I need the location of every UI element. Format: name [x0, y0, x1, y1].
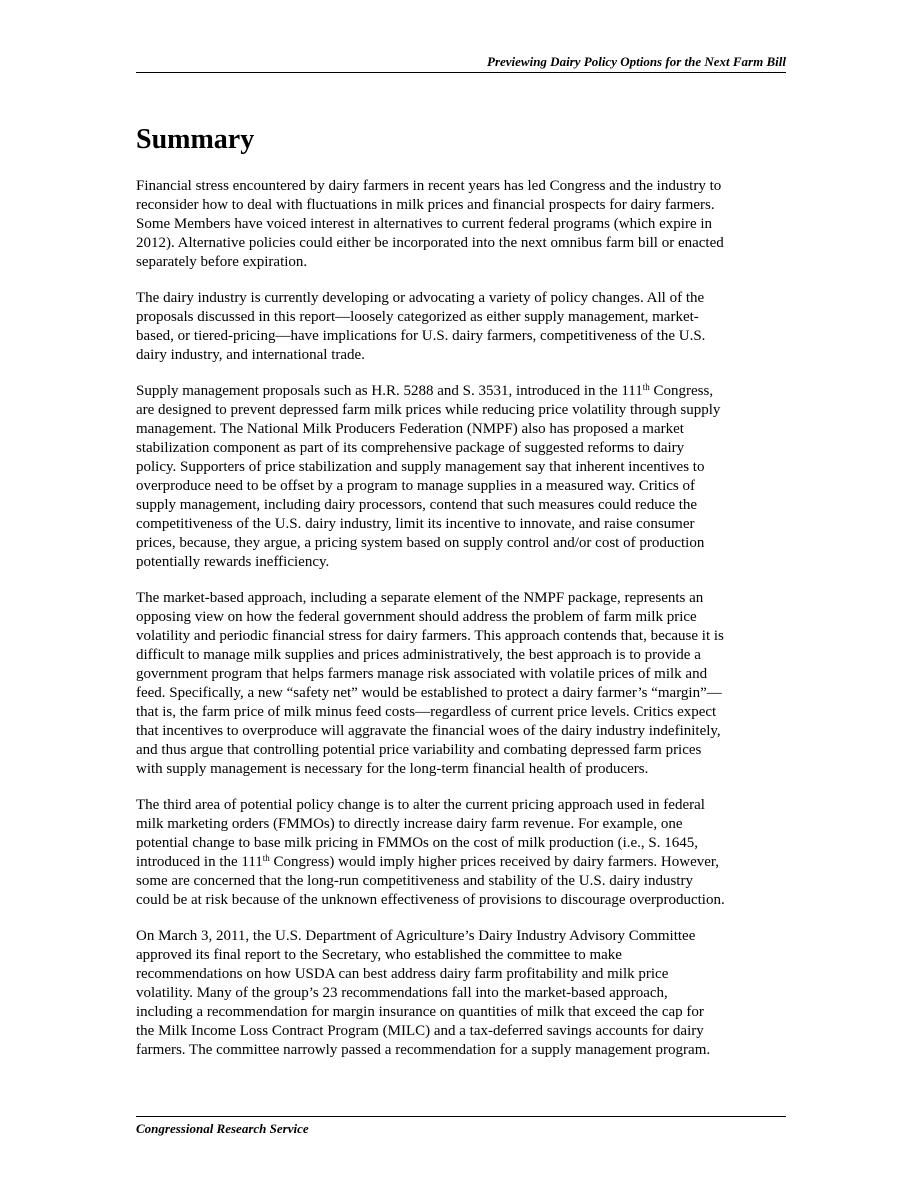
text-line: government program that helps farmers manage risk associated with volatile prices of milk and — [136, 666, 708, 682]
footer-rule — [136, 1116, 786, 1117]
text-line: some are concerned that the long-run competitiveness and stability of the U.S. dairy industry — [136, 873, 693, 889]
text-line: Financial stress encountered by dairy farmers in recent years has led Congress and the industry to — [136, 178, 722, 194]
text-line: and thus argue that controlling potential price variability and combating depressed farm prices — [136, 742, 702, 758]
text-line: overproduce need to be offset by a program to manage supplies in a measured way. Critics of — [136, 478, 695, 494]
summary-body — [136, 177, 796, 1077]
text-run: Supply management proposals such as H.R. 5288 and S. 3531, introduced in the 111 — [136, 383, 643, 399]
text-line-with-superscript — [136, 382, 796, 401]
text-line: reconsider how to deal with fluctuations in milk prices and financial prospects for dairy farmers. — [136, 197, 715, 213]
paragraph-3 — [136, 382, 796, 572]
paragraph-4 — [136, 589, 796, 779]
text-line: stabilization component as part of its comprehensive package of suggested reforms to dairy — [136, 440, 685, 456]
text-line: proposals discussed in this report—loosely categorized as either supply management, market- — [136, 309, 699, 325]
text-line: the Milk Income Loss Contract Program (MILC) and a tax-deferred savings accounts for dairy — [136, 1023, 704, 1039]
paragraph-6 — [136, 927, 796, 1060]
text-line: competitiveness of the U.S. dairy industry, limit its incentive to innovate, and raise consumer — [136, 516, 695, 532]
text-line: The third area of potential policy change is to alter the current pricing approach used in federal — [136, 797, 705, 813]
text-line: recommendations on how USDA can best address dairy farm profitability and milk price — [136, 966, 669, 982]
ordinal-superscript: th — [262, 853, 270, 863]
running-footer: Congressional Research Service — [136, 1121, 309, 1136]
text-line: farmers. The committee narrowly passed a recommendation for a supply management program. — [136, 1042, 711, 1058]
text-line: difficult to manage milk supplies and prices administratively, the best approach is to provide a — [136, 647, 701, 663]
text-line-with-superscript — [136, 853, 796, 872]
text-line: 2012). Alternative policies could either be incorporated into the next omnibus farm bill or enacted — [136, 235, 724, 251]
text-line: including a recommendation for margin insurance on quantities of milk that exceed the cap for — [136, 1004, 704, 1020]
paragraph-2 — [136, 289, 796, 365]
paragraph-5 — [136, 796, 796, 910]
text-line: opposing view on how the federal government should address the problem of farm milk price — [136, 609, 697, 625]
text-line: could be at risk because of the unknown effectiveness of provisions to discourage overproduction. — [136, 892, 725, 908]
running-header: Previewing Dairy Policy Options for the Next Farm Bill — [487, 54, 786, 69]
text-line: management. The National Milk Producers Federation (NMPF) also has proposed a market — [136, 421, 684, 437]
text-line: approved its final report to the Secretary, who established the committee to make — [136, 947, 622, 963]
text-line: The dairy industry is currently developing or advocating a variety of policy changes. All of the — [136, 290, 705, 306]
paragraph-1 — [136, 177, 796, 272]
text-line: Some Members have voiced interest in alternatives to current federal programs (which expire in — [136, 216, 713, 232]
text-line: volatility. Many of the group’s 23 recommendations fall into the market-based approach, — [136, 985, 668, 1001]
text-line: volatility and periodic financial stress for dairy farmers. This approach contends that, because it is — [136, 628, 724, 644]
text-line: prices, because, they argue, a pricing system based on supply control and/or cost of production — [136, 535, 705, 551]
text-run: Congress, — [649, 383, 714, 399]
text-line: The market-based approach, including a separate element of the NMPF package, represents an — [136, 590, 704, 606]
text-run: introduced in the 111 — [136, 854, 263, 870]
text-line: with supply management is necessary for the long-term financial health of producers. — [136, 761, 649, 777]
text-line: are designed to prevent depressed farm milk prices while reducing price volatility through supply — [136, 402, 721, 418]
text-line: feed. Specifically, a new “safety net” would be established to protect a dairy farmer’s “margin”— — [136, 685, 722, 701]
text-line: based, or tiered-pricing—have implications for U.S. dairy farmers, competitiveness of the U.S. — [136, 328, 706, 344]
text-line: that incentives to overproduce will aggravate the financial woes of the dairy industry indefinitely, — [136, 723, 721, 739]
header-rule — [136, 72, 786, 73]
text-line: potential change to base milk pricing in FMMOs on the cost of milk production (i.e., S. 1645, — [136, 835, 699, 851]
ordinal-superscript: th — [642, 382, 650, 392]
text-line: potentially rewards inefficiency. — [136, 554, 330, 570]
text-line: supply management, including dairy processors, contend that such measures could reduce the — [136, 497, 698, 513]
text-line: policy. Supporters of price stabilization and supply management say that inherent incentives to — [136, 459, 705, 475]
text-line: dairy industry, and international trade. — [136, 347, 365, 363]
text-line: that is, the farm price of milk minus feed costs—regardless of current price levels. Critics expect — [136, 704, 717, 720]
text-run: Congress) would imply higher prices received by dairy farmers. However, — [269, 854, 720, 870]
text-line: milk marketing orders (FMMOs) to directly increase dairy farm revenue. For example, one — [136, 816, 683, 832]
page-title: Summary — [136, 124, 255, 155]
text-line: separately before expiration. — [136, 254, 308, 270]
text-line: On March 3, 2011, the U.S. Department of Agriculture’s Dairy Industry Advisory Committee — [136, 928, 696, 944]
